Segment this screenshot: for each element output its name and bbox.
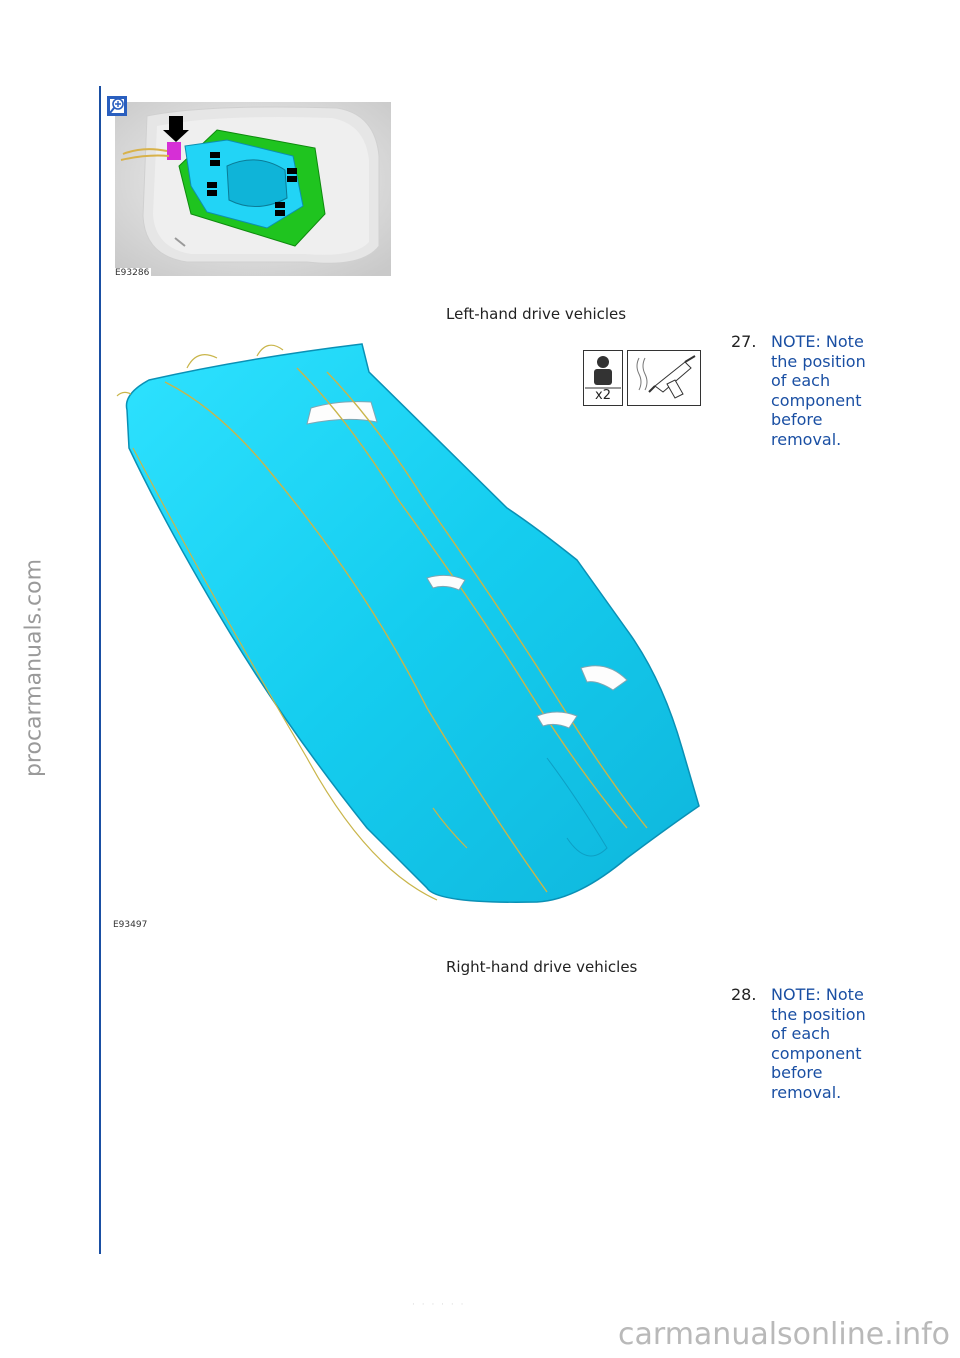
figure1-code: E93286 <box>115 268 150 278</box>
hot-glue-gun-icon <box>628 350 701 406</box>
technician-icon <box>583 350 623 388</box>
side-watermark-text: procarmanuals.com <box>21 558 47 778</box>
figure-bracket-detail <box>107 96 392 280</box>
bottom-watermark: carmanualsonline.info <box>618 1317 950 1352</box>
page-footer: · · · · · · <box>412 1300 466 1310</box>
step-note: NOTE: Note the position of each component before removal. <box>771 985 866 1102</box>
margin-rule <box>99 86 101 1254</box>
persons-count: x2 <box>595 388 611 403</box>
caption-right-hand-drive: Right-hand drive vehicles <box>446 958 638 976</box>
step-note: NOTE: Note the position of each component before removal. <box>771 332 866 449</box>
step-number: 28. <box>731 985 757 1004</box>
step-number: 27. <box>731 332 757 351</box>
figure-headliner <box>107 328 712 936</box>
figure2-code: E93497 <box>113 920 148 930</box>
zoom-in-icon[interactable] <box>107 96 127 116</box>
tool-icons <box>583 350 701 406</box>
caption-left-hand-drive: Left-hand drive vehicles <box>446 305 627 323</box>
